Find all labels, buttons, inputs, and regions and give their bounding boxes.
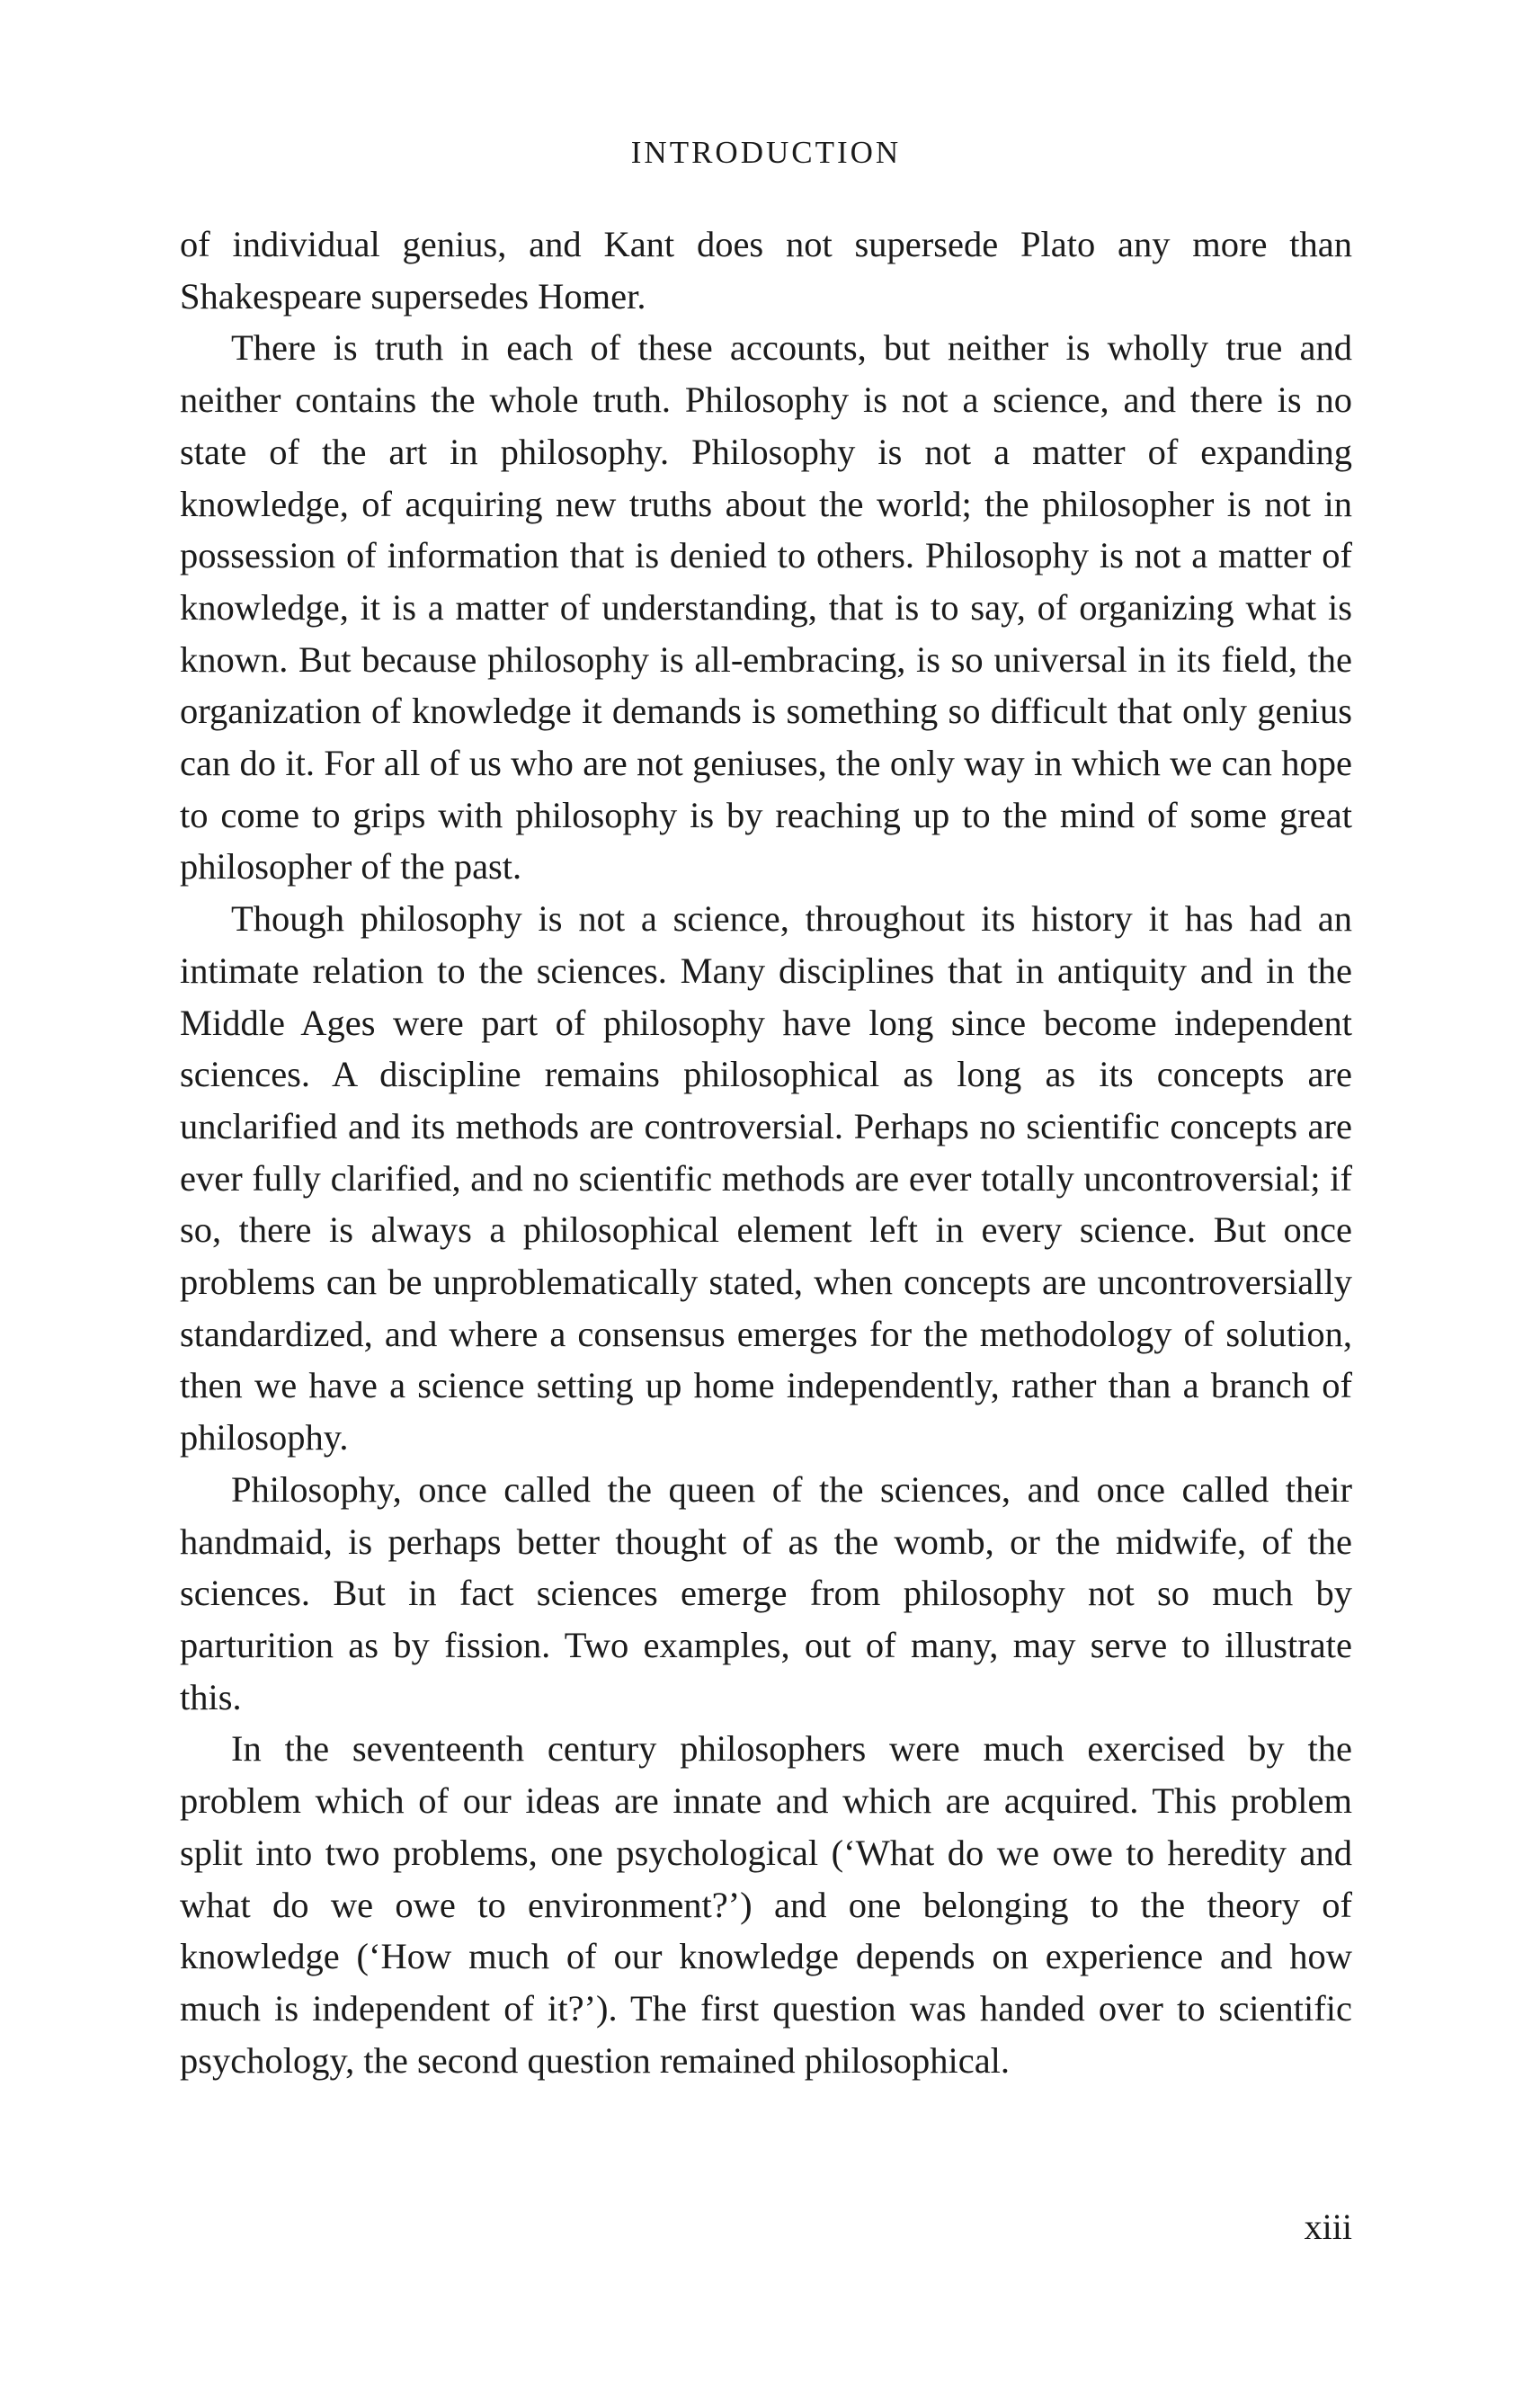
page-number: xiii: [1304, 2207, 1352, 2247]
running-head: INTRODUCTION: [630, 135, 902, 170]
paragraph: Philosophy, once called the queen of the sciences, and once called their handmaid, is perhaps better thought of as the womb, or the midwife, of the sciences. But in fact sciences emerge from philosophy not so much by parturition as by fission. Two examples, out of many, may serve to illustrate this.: [180, 1468, 1352, 1717]
paragraph-continuation: of individual genius, and Kant does not supersede Plato any more than Shakespeare supersedes Homer.: [180, 224, 1352, 317]
paragraph: There is truth in each of these accounts, but neither is wholly true and neither contains the whole truth. Philosophy is not a science, and there is no state of the art in philosophy. Philosophy is not a matter of expanding knowledge, of acquiring new truths about the world; the philosopher is not in possession of information that is denied to others. Philosophy is not a matter of knowledge, it is a matter of understanding, that is to say, of organizing what is known. But because philosophy is all-embracing, is so universal in its field, the organization of knowledge it demands is something so difficult that only genius can do it. For all of us who are not geniuses, the only way in which we can hope to come to grips with philosophy is by reaching up to the mind of some great philosopher of the past.: [180, 327, 1352, 887]
body-text: [180, 219, 1352, 2086]
paragraph: In the seventeenth century philosophers were much exercised by the problem which of our ideas are innate and which are acquired. This problem split into two problems, one psychological (‘What do we owe to heredity and what do we owe to environment?’) and one belonging to the theory of knowledge (‘How much of our knowledge depends on experience and how much is independent of it?’). The first question was handed over to scientific psychology, the second question remained philosophical.: [180, 1728, 1352, 2081]
paragraph: Though philosophy is not a science, throughout its history it has had an intimate relation to the sciences. Many disciplines that in antiquity and in the Middle Ages were part of philosophy have long since become independent sciences. A discipline remains philosophical as long as its concepts are unclarified and its methods are controversial. Perhaps no scientific concepts are ever fully clarified, and no scientific methods are ever totally uncontroversial; if so, there is always a philosophical element left in every science. But once problems can be unproblematically stated, when concepts are uncontroversially standardized, and where a consensus emerges for the methodology of solution, then we have a science setting up home independently, rather than a branch of philosophy.: [180, 898, 1352, 1458]
